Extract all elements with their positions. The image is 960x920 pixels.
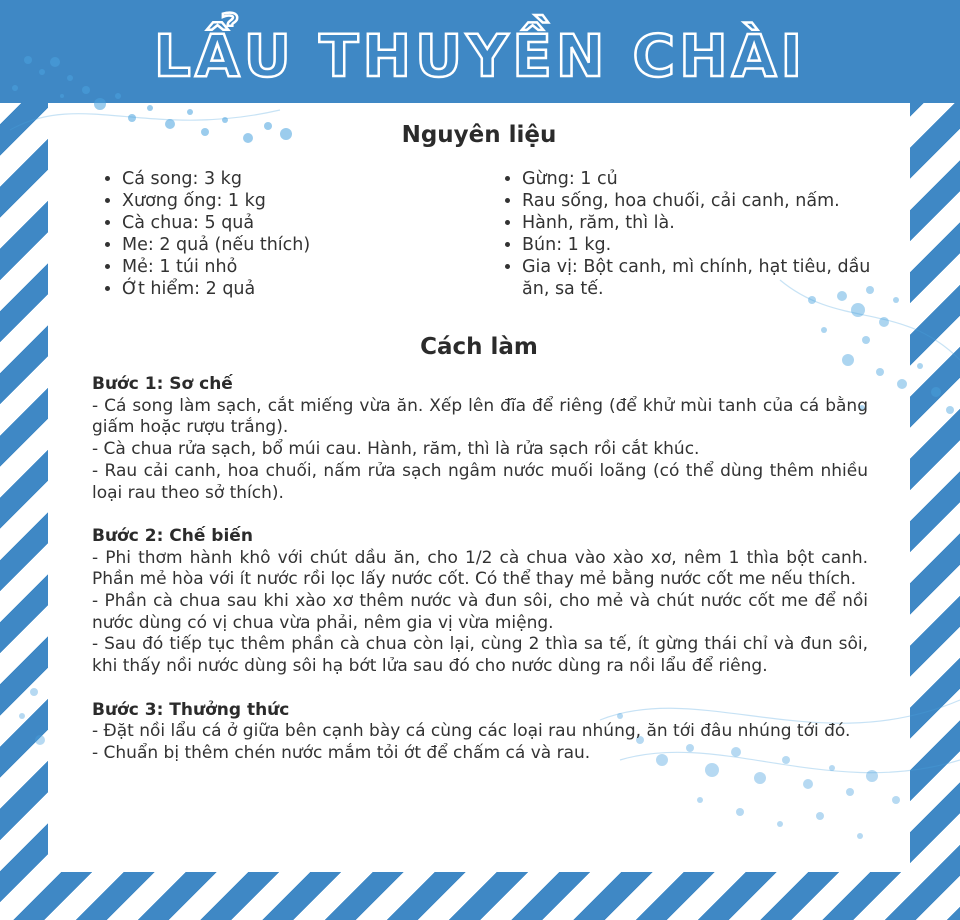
step-3 (92, 700, 868, 765)
list-item: • Gia vị: Bột canh, mì chính, hạt tiêu, dầu ăn, sa tế. (522, 256, 902, 300)
method-heading: Cách làm (420, 334, 538, 360)
list-item: • Cà chua: 5 quả (122, 212, 482, 234)
list-item: • Bún: 1 kg. (522, 234, 902, 256)
step-line: - Đặt nồi lẩu cá ở giữa bên cạnh bày cá cùng các loại rau nhúng, ăn tới đâu nhúng tới đó. (92, 721, 851, 742)
list-item: • Gừng: 1 củ (522, 168, 902, 190)
page-title: LẨU THUYỀN CHÀI (153, 22, 807, 90)
step-line: - Phần cà chua sau khi xào xơ thêm nước và đun sôi, cho mẻ và chút nước cốt me để nồi nước dùng có vị chua vừa phải, nêm gia vị vừa miệng. (92, 591, 868, 633)
ingredients-list-right (496, 168, 902, 300)
list-item: • Rau sống, hoa chuối, cải canh, nấm. (522, 190, 902, 212)
list-item: • Cá song: 3 kg (122, 168, 482, 190)
ingredients-heading: Nguyên liệu (401, 122, 557, 148)
ingredients-list-left (96, 168, 482, 300)
list-item: • Ớt hiểm: 2 quả (122, 278, 482, 300)
step-title: Bước 1: Sơ chế (92, 374, 233, 394)
step-line: - Sau đó tiếp tục thêm phần cà chua còn lại, cùng 2 thìa sa tế, ít gừng thái chỉ và đun sôi, khi thấy nồi nước dùng sôi hạ bớt lửa sau đó cho nước dùng ra nồi lẩu để riêng. (92, 634, 868, 677)
step-line: - Cá song làm sạch, cắt miếng vừa ăn. Xếp lên đĩa để riêng (để khử mùi tanh của cá bằng giấm hoặc rượu trắng). (92, 395, 868, 438)
list-item: • Mẻ: 1 túi nhỏ (122, 256, 482, 278)
step-line: - Rau cải canh, hoa chuối, nấm rửa sạch ngâm nước muối loãng (có thể dùng thêm nhiều loại rau theo sở thích). (92, 460, 868, 503)
step-line: - Chuẩn bị thêm chén nước mắm tỏi ớt để chấm cá và rau. (92, 742, 591, 763)
method-steps (92, 374, 868, 786)
step-title: Bước 2: Chế biến (92, 525, 253, 546)
list-item: • Hành, răm, thì là. (522, 212, 902, 234)
step-line: - Cà chua rửa sạch, bổ múi cau. Hành, răm, thì là rửa sạch rồi cắt khúc. (92, 439, 700, 460)
step-2 (92, 526, 868, 678)
step-title: Bước 3: Thưởng thức (92, 699, 290, 720)
step-line: - Phi thơm hành khô với chút dầu ăn, cho 1/2 cà chua vào xào xơ, nêm 1 thìa bột canh. Phần mẻ hòa với ít nước rồi lọc lấy nước cốt. Có thể thay mẻ bằng nước cốt me nếu thích. (92, 547, 868, 590)
step-1 (92, 374, 868, 504)
list-item: • Xương ống: 1 kg (122, 190, 482, 212)
list-item: • Me: 2 quả (nếu thích) (122, 234, 482, 256)
